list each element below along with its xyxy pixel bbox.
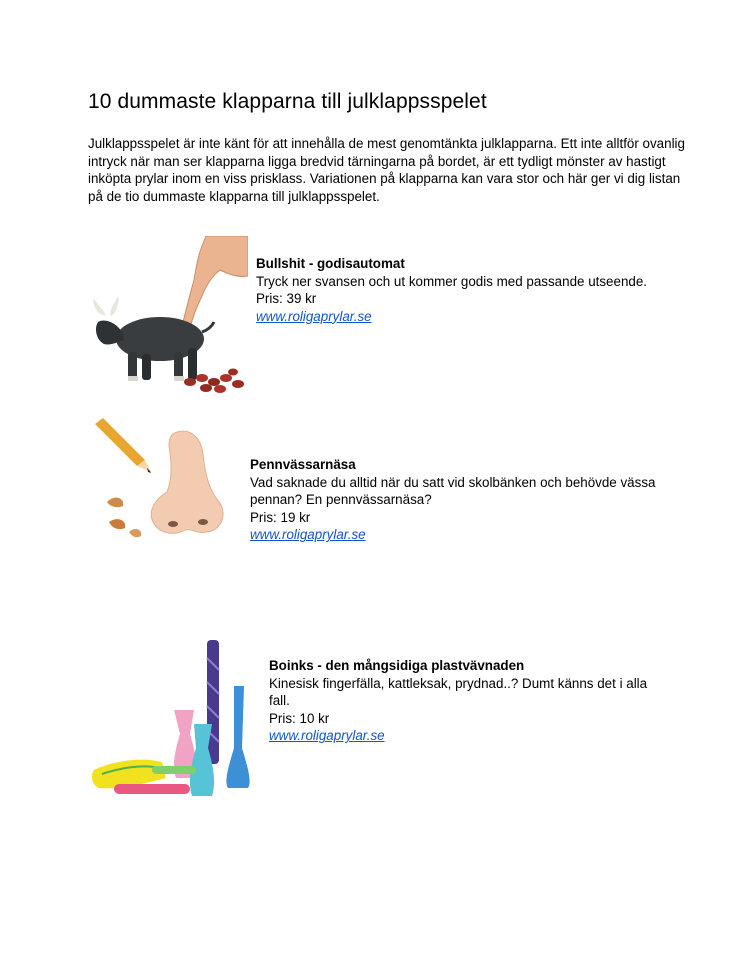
product-price: Pris: 39 kr xyxy=(256,291,317,307)
product-description: Kinesisk fingerfälla, kattleksak, prydnad..? Dumt känns det i alla fall. xyxy=(269,675,648,709)
product-price: Pris: 19 kr xyxy=(250,509,311,525)
product-name: Pennvässarnäsa xyxy=(250,457,356,472)
product-name: Bullshit - godisautomat xyxy=(256,256,405,271)
product-description: Tryck ner svansen och ut kommer godis med passande utseende. xyxy=(256,273,648,289)
product-link[interactable]: www.roligaprylar.se xyxy=(256,308,372,324)
product-name: Boinks - den mångsidiga plastvävnaden xyxy=(269,658,525,673)
page-title: 10 dummaste klapparna till julklappsspelet xyxy=(88,90,487,113)
bull-candy-dispenser-image xyxy=(88,236,248,394)
product-link[interactable]: www.roligaprylar.se xyxy=(250,527,366,543)
product-description: Vad saknade du alltid när du satt vid skolbänken och behövde vässa pennan? En pennvässarnäsa? xyxy=(250,474,656,508)
product-text xyxy=(269,657,669,745)
product-text xyxy=(250,456,678,544)
nose-pencil-sharpener-image xyxy=(95,418,243,558)
intro-paragraph: Julklappsspelet är inte känt för att innehålla de mest genomtänkta julklapparna. Ett inte alltför ovanlig intryck när man ser klapparna ligga bredvid tärningarna på bordet, är ett tydligt mönster av hastigt inköpta prylar inom en viss prisklass. Variationen på klapparna kan vara stor och här ger vi dig listan på de tio dummaste klapparna till julklappsspelet. xyxy=(88,136,685,204)
product-text xyxy=(256,255,676,325)
product-link[interactable]: www.roligaprylar.se xyxy=(269,728,385,744)
product-price: Pris: 10 kr xyxy=(269,710,330,726)
woven-plastic-tubes-image xyxy=(90,638,260,800)
